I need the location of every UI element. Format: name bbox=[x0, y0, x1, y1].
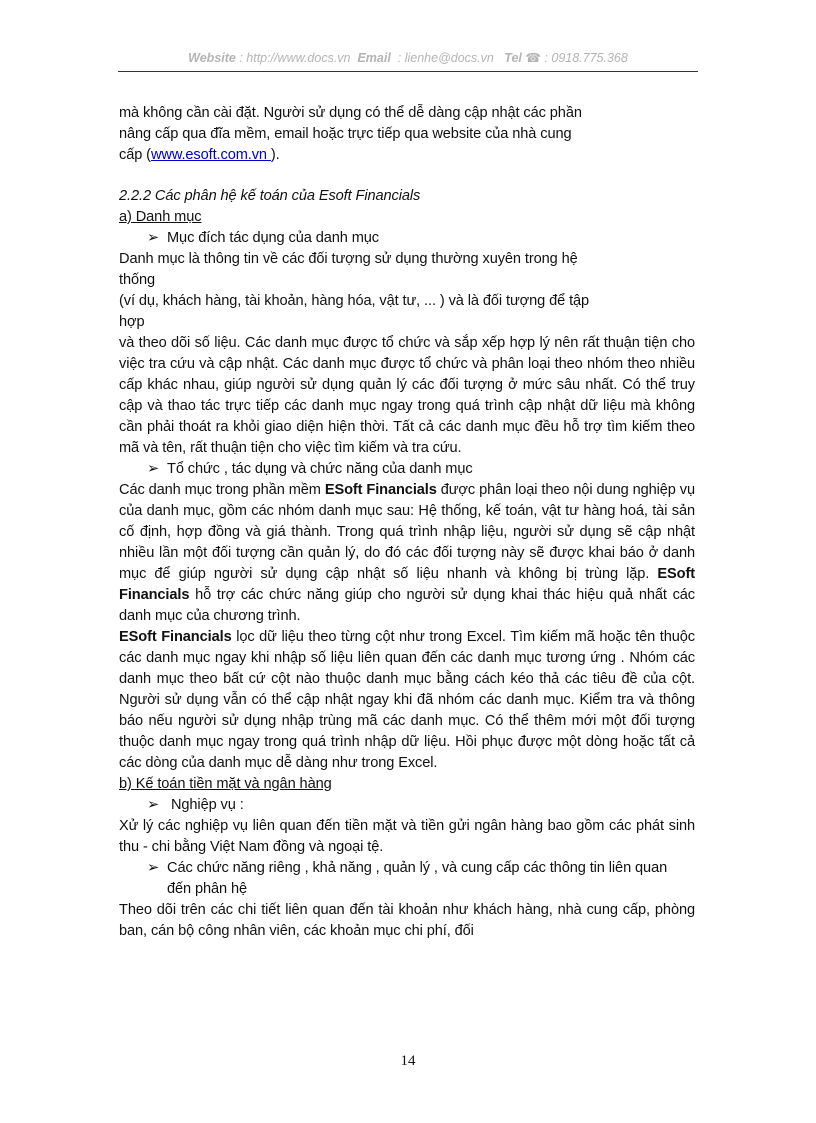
bullet-text: Tổ chức , tác dụng và chức năng của danh mục bbox=[167, 461, 473, 477]
part-b-heading: b) Kế toán tiền mặt và ngân hàng bbox=[119, 776, 332, 792]
paragraph-text: được phân loại theo nội dung nghiệp vụ của danh mục, gồm các nhóm danh mục sau: Hệ thống, kế toán, vật tư hàng hoá, tài sản cố định, hợp đồng và giá thành. Trong quá trình nhập liệu, người sử dụng sẽ cập nhật nhiều lần một đối tượng cần quản lý, do đó các đối tượng này sẽ được khai báo ở danh mục để giúp người sử dụng cập nhật số liệu nhanh và không bị trùng lặp. bbox=[119, 482, 695, 582]
bullet-text: Nghiệp vụ : bbox=[167, 797, 244, 813]
intro-line-3-end: ). bbox=[270, 147, 280, 163]
arrow-bullet-icon: ➢ bbox=[147, 461, 160, 477]
email-value[interactable]: : lienhe@docs.vn bbox=[397, 51, 494, 65]
paragraph bbox=[119, 627, 695, 774]
tel-label: Tel bbox=[504, 51, 522, 65]
brand-name: ESoft Financials bbox=[119, 566, 695, 603]
header-divider bbox=[118, 71, 698, 72]
document-body bbox=[119, 103, 695, 942]
bullet-item bbox=[119, 858, 695, 900]
bullet-item bbox=[119, 795, 695, 816]
paragraph-line: hợp bbox=[119, 314, 145, 330]
paragraph bbox=[119, 480, 695, 627]
intro-line-1: mà không cần cài đặt. Người sử dụng có thể dễ dàng cập nhật các phần bbox=[119, 105, 582, 121]
bullet-text: Mục đích tác dụng của danh mục bbox=[167, 230, 379, 246]
intro-paragraph bbox=[119, 103, 695, 166]
paragraph-text: hỗ trợ các chức năng giúp cho người sử dụng khai thác hiệu quả nhất các danh mục của chương trình. bbox=[119, 587, 695, 624]
part-a-heading: a) Danh mục bbox=[119, 209, 202, 225]
paragraph bbox=[119, 249, 695, 333]
arrow-bullet-icon: ➢ bbox=[147, 230, 160, 246]
intro-line-2: nâng cấp qua đĩa mềm, email hoặc trực tiếp qua website của nhà cung bbox=[119, 126, 572, 142]
website-label: Website bbox=[188, 51, 236, 65]
bullet-text: Các chức năng riêng , khả năng , quản lý , và cung cấp các thông tin liên quan đến phân hệ bbox=[167, 860, 668, 897]
brand-name: ESoft Financials bbox=[324, 482, 437, 498]
page-number: 14 bbox=[400, 1053, 416, 1069]
paragraph: Theo dõi trên các chi tiết liên quan đến tài khoản như khách hàng, nhà cung cấp, phòng ban, cán bộ công nhân viên, các khoản mục chi phí, đối bbox=[119, 902, 695, 939]
paragraph: Xử lý các nghiệp vụ liên quan đến tiền mặt và tiền gửi ngân hàng bao gồm các phát sinh thu - chi bằng Việt Nam đồng và ngoại tệ. bbox=[119, 818, 695, 855]
esoft-link[interactable]: www.esoft.com.vn bbox=[150, 147, 271, 163]
paragraph-line: thống bbox=[119, 272, 156, 288]
arrow-bullet-icon: ➢ bbox=[147, 797, 160, 813]
page-header bbox=[118, 50, 698, 65]
tel-value: ☎ : 0918.775.368 bbox=[525, 51, 628, 65]
paragraph-line: (ví dụ, khách hàng, tài khoản, hàng hóa, vật tư, ... ) và là đối tượng để tập bbox=[119, 293, 590, 309]
paragraph: và theo dõi số liệu. Các danh mục được tổ chức và sắp xếp hợp lý nên rất thuận tiện cho việc tra cứu và cập nhật. Các danh mục được tổ chức và phân loại theo nhóm theo nhiều cấp khác nhau, giúp người sử dụng quản lý các đối tượng ở mức sâu nhất. Có thể truy cập và thao tác trực tiếp các danh mục ngay trong quá trình cập nhật dữ liệu mà không cần phải thoát ra khỏi giao diện hiện thời. Tất cả các danh mục đều hỗ trợ tìm kiếm theo mã và tên, rất thuận tiện cho việc tìm kiếm và tra cứu. bbox=[119, 335, 695, 456]
brand-name: ESoft Financials bbox=[119, 629, 232, 645]
website-value[interactable]: : http://www.docs.vn bbox=[239, 51, 351, 65]
bullet-item bbox=[119, 228, 695, 249]
paragraph-line: Danh mục là thông tin về các đối tượng sử dụng thường xuyên trong hệ bbox=[119, 251, 578, 267]
email-label: Email bbox=[357, 51, 391, 65]
paragraph-text: Các danh mục trong phần mềm bbox=[119, 482, 325, 498]
paragraph-text: lọc dữ liệu theo từng cột như trong Excel. Tìm kiếm mã hoặc tên thuộc các danh mục ngay khi nhập số liệu liên quan đến các danh mục tương ứng . Nhóm các danh mục theo bất cứ cột nào thuộc danh mục bằng cách kéo thả các tiêu đề của cột. Người sử dụng vẫn có thể cập nhật ngay khi đã nhóm các danh mục. Kiểm tra và thông báo nếu người sử dụng nhập trùng mã các danh mục. Có thể thêm mới một đối tượng thuộc danh mục ngay trong quá trình nhập dữ liệu. Hồi phục được một dòng hoặc tất cả các dòng của danh mục dễ dàng như trong Excel. bbox=[119, 629, 695, 771]
bullet-item bbox=[119, 459, 695, 480]
section-title: 2.2.2 Các phân hệ kế toán của Esoft Financials bbox=[119, 188, 421, 204]
intro-line-3-start: cấp ( bbox=[119, 147, 151, 163]
arrow-bullet-icon: ➢ bbox=[147, 860, 160, 876]
